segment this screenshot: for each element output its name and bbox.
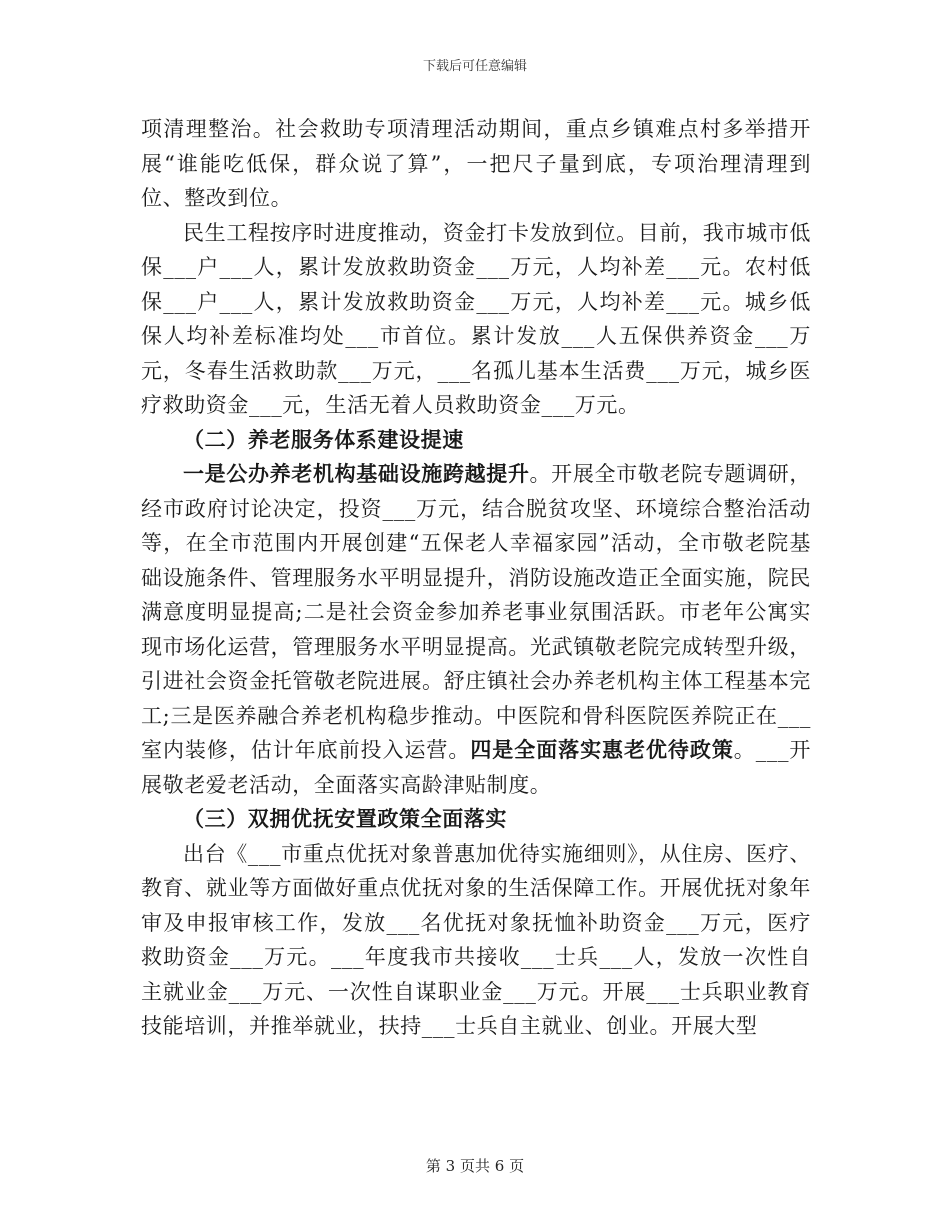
paragraph-elderly-care-tail: 。___开展敬老爱老活动，全面落实高龄津贴制度。 (141, 738, 812, 797)
paragraph-cleanup: 项清理整治。社会救助专项清理活动期间，重点乡镇难点村多举措开展“谁能吃低保，群众说了算”，一把尺子量到底，专项治理清理到位、整改到位。 (141, 117, 811, 210)
section-heading-support-policy: （三）双拥优抚安置政策全面落实 (183, 806, 507, 831)
page-header: 下载后可任意编辑 (422, 59, 527, 74)
paragraph-elderly-care (141, 457, 811, 802)
paragraph-livelihood-funds: 民生工程按序时进度推动，资金打卡发放到位。目前，我市城市低保___户___人，累计发放救助资金___万元，人均补差___元。农村低保___户___人，累计发放救助资金___万元，人均补差___元。城乡低保人均补差标准均处___市首位。累计发放___人五保供养资金___万元，冬春生活救助款___万元，___名孤儿基本生活费___万元，城乡医疗救助资金___元，生活无着人员救助资金___万元。 (141, 220, 811, 417)
page-number: 第 3 页共 6 页 (425, 1157, 525, 1175)
paragraph-elderly-care-body: 。开展全市敬老院专题调研，经市政府讨论决定，投资___万元，结合脱贫攻坚、环境综合整治活动等，在全市范围内开展创建“五保老人幸福家园”活动，全市敬老院基础设施条件、管理服务水平明显提升，消防设施改造正全面实施，院民满意度明显提高;二是社会资金参加养老事业氛围活跃。市老年公寓实现市场化运营，管理服务水平明显提高。光武镇敬老院完成转型升级，引进社会资金托管敬老院进展。舒庄镇社会办养老机构主体工程基本完工;三是医养融合养老机构稳步推动。中医院和骨科医院医养院正在___室内装修，估计年底前投入运营。 (141, 462, 811, 762)
section-heading-elderly-care: （二）养老服务体系建设提速 (183, 426, 464, 452)
bold-lead-public-institutions: 一是公办养老机构基础设施跨越提升 (183, 461, 530, 486)
document-body (141, 112, 811, 1044)
paragraph-support-policy: 出台《___市重点优抚对象普惠加优待实施细则》，从住房、医疗、教育、就业等方面做好重点优抚对象的生活保障工作。开展优抚对象年审及申报审核工作，发放___名优抚对象抚恤补助资金___万元，医疗救助资金___万元。___年度我市共接收___士兵___人，发放一次性自主就业金___万元、一次性自谋职业金___万元。开展___士兵职业教育技能培训，并推举就业，扶持___士兵自主就业、创业。开展大型 (141, 841, 811, 1038)
bold-lead-preferential-policy: 四是全面落实惠老优待政策 (470, 737, 734, 762)
